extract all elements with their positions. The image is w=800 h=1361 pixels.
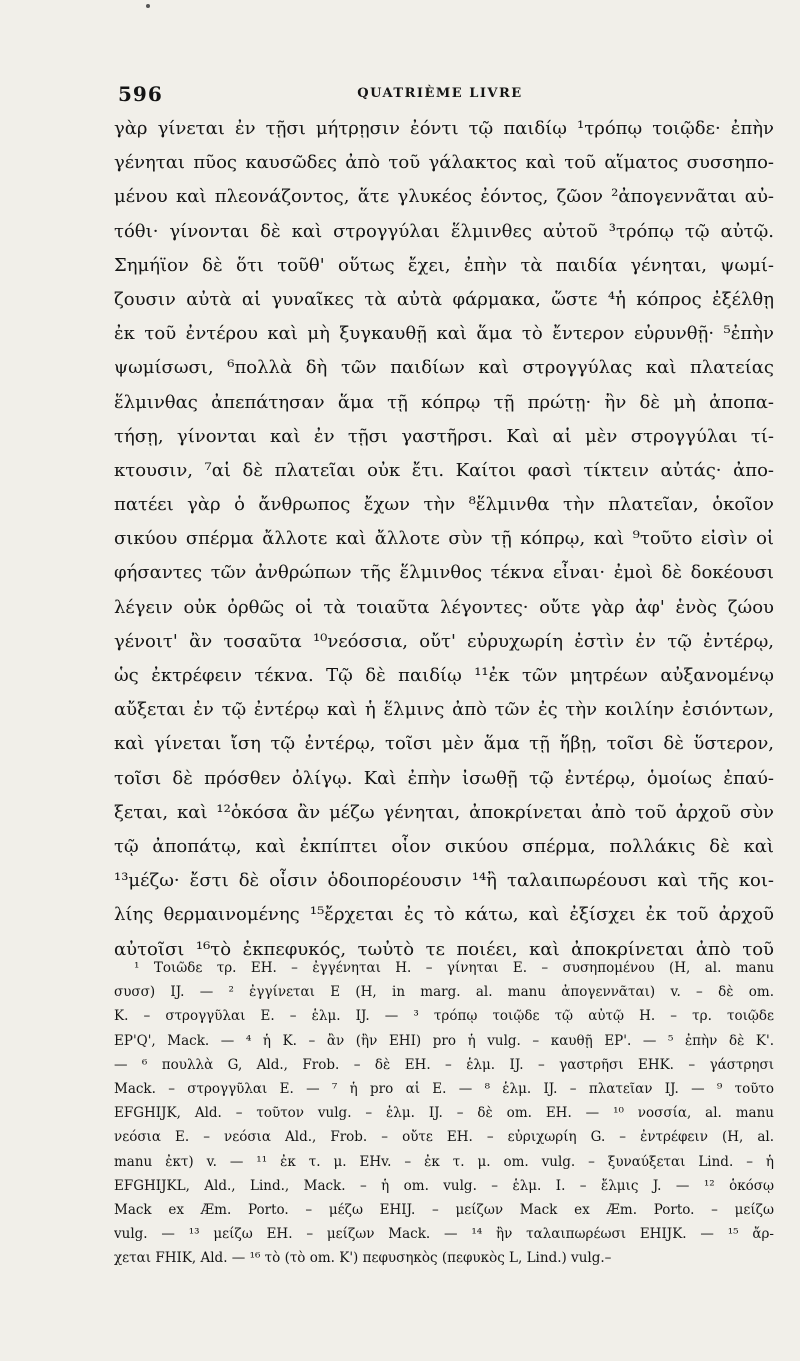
text-line: πατέει γὰρ ὁ ἄνθρωπος ἔχων τὴν ⁸ἕλμινθα τὴν πλατεῖαν, ὁκοῖον — [114, 494, 774, 516]
critical-apparatus — [114, 956, 774, 1270]
running-title: QUATRIÈME LIVRE — [357, 86, 523, 101]
footnote-line: EFGHIJK, Ald. – τοῦτον vulg. – ἑλμ. IJ. – δὲ om. EH. — ¹⁰ νοσσία, al. manu — [114, 1105, 774, 1122]
text-line: σικύου σπέρμα ἄλλοτε καὶ ἄλλοτε σὺν τῇ κόπρῳ, καὶ ⁹τοῦτο εἰσὶν οἱ — [114, 528, 774, 550]
text-line: γὰρ γίνεται ἐν τῇσι μήτρῃσιν ἐόντι τῷ παιδίῳ ¹τρόπῳ τοιῷδε· ἐπὴν — [114, 118, 774, 139]
page-number: 596 — [118, 82, 163, 106]
footnote-line: manu ἐκτ) v. — ¹¹ ἐκ τ. μ. EHv. – ἐκ τ. μ. om. vulg. – ξυναύξεται Lind. – ἡ — [114, 1153, 774, 1170]
text-line: λέγειν οὐκ ὀρθῶς οἱ τὰ τοιαῦτα λέγοντες· οὔτε γὰρ ἀφ' ἑνὸς ζώου — [114, 596, 774, 618]
text-line: ¹³μέζω· ἔστι δὲ οἷσιν ὁδοιπορέουσιν ¹⁴ἢ ταλαιπωρέουσι καὶ τῆς κοι- — [114, 870, 774, 892]
footnote-line: συσσ) IJ. — ² ἐγγίνεται E (H, in marg. al. manu ἀπογεννᾶται) v. – δὲ om. — [114, 984, 774, 1001]
text-line: ὡς ἐκτρέφειν τέκνα. Τῷ δὲ παιδίῳ ¹¹ἐκ τῶν μητρέων αὐξανομένῳ — [114, 665, 774, 686]
footnote-line: — ⁶ πουλλὰ G, Ald., Frob. – δὲ EH. – ἑλμ. IJ. – γαστρῆσι EHK. – γάστρησι — [114, 1056, 774, 1073]
text-line: ἐκ τοῦ ἐντέρου καὶ μὴ ξυγκαυθῇ καὶ ἅμα τὸ ἔντερον εὐρυνθῇ· ⁵ἐπὴν — [114, 323, 774, 345]
text-line: καὶ γίνεται ἴση τῷ ἐντέρῳ, τοῖσι μὲν ἅμα τῇ ἥβῃ, τοῖσι δὲ ὕστερον, — [114, 733, 774, 755]
text-line: λίης θερμαινομένης ¹⁵ἔρχεται ἐς τὸ κάτω, καὶ ἐξίσχει ἐκ τοῦ ἀρχοῦ — [114, 904, 774, 926]
text-line: τοῖσι δὲ πρόσθεν ὀλίγῳ. Καὶ ἐπὴν ἰσωθῇ τῷ ἐντέρῳ, ὁμοίως ἐπαύ- — [114, 767, 774, 789]
page-speck — [146, 4, 150, 8]
text-line: κτουσιν, ⁷αἱ δὲ πλατεῖαι οὐκ ἔτι. Καίτοι φασὶ τίκτειν αὐτάς· ἀπο- — [114, 459, 774, 481]
main-text-block — [114, 112, 774, 967]
footnote-line: vulg. — ¹³ μείζω EH. – μείζων Mack. — ¹⁴ ἢν ταλαιπωρέωσι EHIJK. — ¹⁵ ἄρ- — [114, 1226, 774, 1243]
footnote-line: EFGHIJKL, Ald., Lind., Mack. – ἡ om. vulg. – ἑλμ. I. – ἔλμις J. — ¹² ὁκόσῳ — [114, 1177, 774, 1194]
footnote-line: χεται FHIK, Ald. — ¹⁶ τὸ (τὸ om. K') πεφυσηκὸς (πεφυκὸς L, Lind.) vulg.– — [114, 1250, 612, 1267]
footnote-line: νεόσια E. – νεόσια Ald., Frob. – οὔτε EH. – εὐριχωρίη G. – ἐντρέφειν (H, al. — [114, 1129, 774, 1146]
text-line: ξεται, καὶ ¹²ὁκόσα ἂν μέζω γένηται, ἀποκρίνεται ἀπὸ τοῦ ἀρχοῦ σὺν — [114, 801, 774, 823]
text-line: ψωμίσωσι, ⁶πολλὰ δὴ τῶν παιδίων καὶ στρογγύλας καὶ πλατείας — [114, 357, 774, 379]
footnote-line: Mack. – στρογγῦλαι E. — ⁷ ἡ pro αἱ E. — ⁸ ἑλμ. IJ. – πλατεῖαν IJ. — ⁹ τοῦτο — [114, 1080, 774, 1097]
text-line: ζουσιν αὐτὰ αἱ γυναῖκες τὰ αὐτὰ φάρμακα, ὥστε ⁴ἡ κόπρος ἐξέλθῃ — [114, 288, 774, 310]
footnote-line: Mack ex Æm. Porto. – μέζω EHIJ. – μείζων Mack ex Æm. Porto. – μείζω — [114, 1201, 774, 1218]
footnote-line: K. – στρογγῦλαι E. – ἑλμ. IJ. — ³ τρόπῳ τοιῷδε τῷ αὐτῷ H. – τρ. τοιῷδε — [114, 1008, 774, 1025]
text-line: ἕλμινθας ἀπεπάτησαν ἅμα τῇ κόπρῳ τῇ πρώτῃ· ἢν δὲ μὴ ἀποπα- — [114, 391, 774, 413]
text-line: φήσαντες τῶν ἀνθρώπων τῆς ἕλμινθος τέκνα εἶναι· ἐμοὶ δὲ δοκέουσι — [114, 562, 774, 584]
footnote-line: ¹ Τοιῶδε τρ. EH. – ἐγγένηται H. – γίνηται E. – συσηπομένου (H, al. manu — [134, 960, 774, 976]
text-line: τῷ ἀποπάτῳ, καὶ ἐκπίπτει οἷον σικύου σπέρμα, πολλάκις δὲ καὶ — [114, 835, 774, 857]
text-line: γένηται πῦος καυσῶδες ἀπὸ τοῦ γάλακτος καὶ τοῦ αἵματος συσσηπο- — [114, 152, 774, 174]
page-header — [110, 82, 770, 106]
text-line: αὐτοῖσι ¹⁶τὸ ἐκπεφυκός, τωὐτὸ τε ποιέει, καὶ ἀποκρίνεται ἀπὸ τοῦ — [114, 938, 774, 960]
text-line: τόθι· γίνονται δὲ καὶ στρογγύλαι ἕλμινθες αὐτοῦ ³τρόπῳ τῷ αὐτῷ. — [114, 220, 774, 242]
text-line: τήσῃ, γίνονται καὶ ἐν τῇσι γαστῆρσι. Καὶ αἱ μὲν στρογγύλαι τί- — [114, 425, 774, 447]
footnote-line: EP'Q', Mack. — ⁴ ἡ K. – ἂν (ἢν EHI) pro ἡ vulg. – καυθῇ EP'. — ⁵ ἐπὴν δὲ K'. — [114, 1032, 774, 1049]
text-line: Σημήϊον δὲ ὅτι τοῦθ' οὕτως ἔχει, ἐπὴν τὰ παιδία γένηται, ψωμί- — [114, 254, 774, 276]
text-line: μένου καὶ πλεονάζοντος, ἅτε γλυκέος ἐόντος, ζῶον ²ἀπογεννᾶται αὐ- — [114, 186, 774, 208]
text-line: γένοιτ' ἂν τοσαῦτα ¹⁰νεόσσια, οὔτ' εὐρυχωρίη ἐστὶν ἐν τῷ ἐντέρῳ, — [114, 630, 774, 652]
text-line: αὔξεται ἐν τῷ ἐντέρῳ καὶ ἡ ἕλμινς ἀπὸ τῶν ἐς τὴν κοιλίην ἐσιόντων, — [114, 699, 774, 721]
